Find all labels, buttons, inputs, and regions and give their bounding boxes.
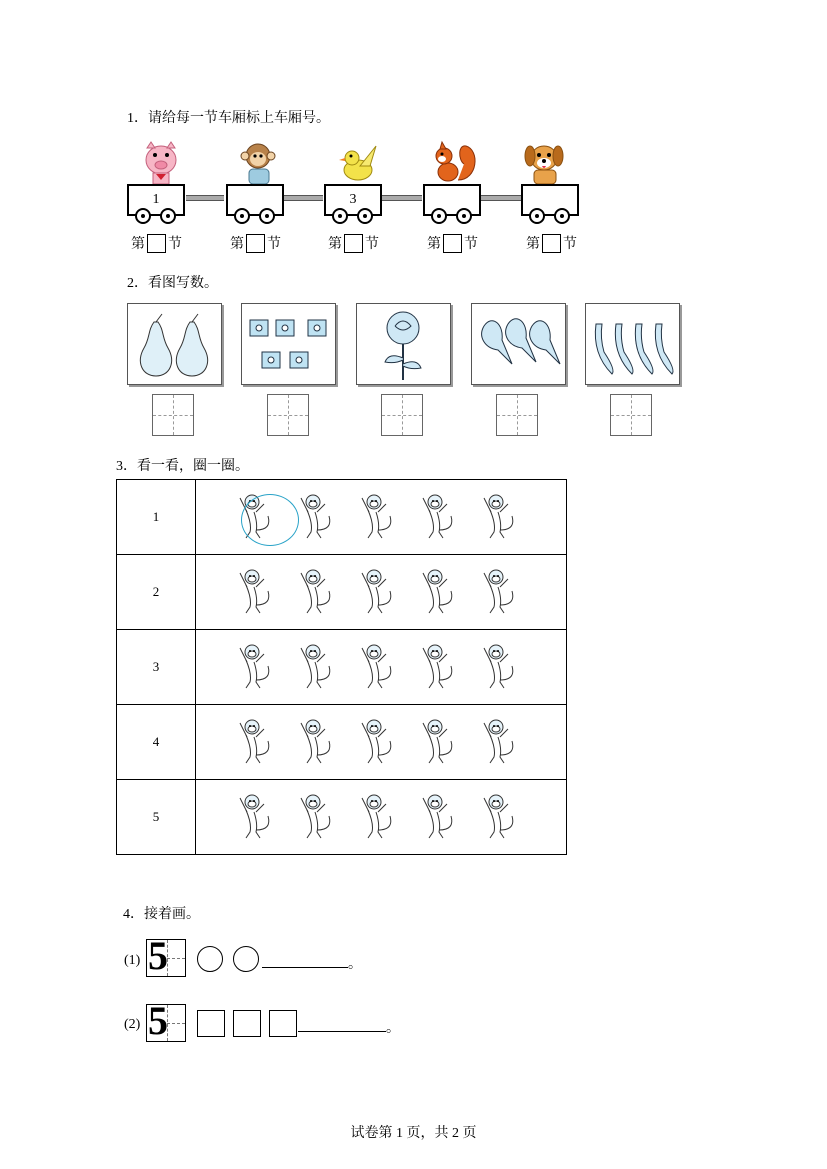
monkey-icon <box>236 140 284 186</box>
monkey-icon[interactable] <box>299 715 335 770</box>
monkey-icon[interactable] <box>360 790 396 845</box>
writing-grid[interactable] <box>152 394 194 436</box>
car-label-3: 第 节 <box>328 233 379 253</box>
monkey-icon[interactable] <box>238 565 274 620</box>
squirrel-icon <box>428 140 480 186</box>
row-number: 5 <box>117 780 196 855</box>
car-label-4: 第 节 <box>427 233 478 253</box>
example-circle <box>241 494 299 546</box>
monkey-icon[interactable] <box>238 715 274 770</box>
item-2-label: (2) <box>124 1017 141 1032</box>
answer-line[interactable] <box>262 952 348 968</box>
question-3-title: 3．看一看，圈一圈。 <box>116 459 249 474</box>
monkey-icon[interactable] <box>421 715 457 770</box>
page-footer: 试卷第 1 页，共 2 页 <box>350 1126 477 1141</box>
row-number: 3 <box>117 630 196 705</box>
pear-icon <box>128 304 221 384</box>
monkey-icon[interactable] <box>238 640 274 695</box>
writing-grid[interactable] <box>267 394 309 436</box>
monkey-icon[interactable] <box>482 565 518 620</box>
table-row <box>117 555 567 630</box>
monkey-icon[interactable] <box>482 640 518 695</box>
car-label-5: 第 节 <box>526 233 577 253</box>
digit-grid: 5 <box>146 1004 186 1042</box>
monkey-icon[interactable] <box>360 565 396 620</box>
writing-grid[interactable] <box>496 394 538 436</box>
row-number: 4 <box>117 705 196 780</box>
car-label-1: 第 节 <box>131 233 182 253</box>
table-row <box>117 705 567 780</box>
monkey-icon[interactable] <box>421 640 457 695</box>
monkey-icon[interactable] <box>360 490 396 545</box>
picture-birds <box>471 303 566 385</box>
car-label-2: 第 节 <box>230 233 281 253</box>
monkey-icon[interactable] <box>421 790 457 845</box>
picture-flower <box>356 303 451 385</box>
dog-icon <box>520 140 570 186</box>
bird-icon <box>472 304 565 384</box>
monkey-icon[interactable] <box>360 640 396 695</box>
answer-box[interactable] <box>344 234 363 253</box>
pig-icon <box>137 140 185 186</box>
circle-table <box>116 479 567 855</box>
table-row <box>117 480 567 555</box>
row-number: 2 <box>117 555 196 630</box>
monkey-icon[interactable] <box>421 565 457 620</box>
answer-box[interactable] <box>246 234 265 253</box>
square-shape <box>233 1010 261 1037</box>
monkey-icon[interactable] <box>299 640 335 695</box>
square-shape <box>269 1010 297 1037</box>
monkey-icon[interactable] <box>299 790 335 845</box>
answer-box[interactable] <box>147 234 166 253</box>
item-1-label: (1) <box>124 953 141 968</box>
question-2-title: 2．看图写数。 <box>127 276 218 291</box>
cucumber-icon <box>586 304 679 384</box>
picture-cucumbers <box>585 303 680 385</box>
row-number: 1 <box>117 480 196 555</box>
writing-grid[interactable] <box>381 394 423 436</box>
picture-sharpeners <box>241 303 336 385</box>
table-row <box>117 780 567 855</box>
monkey-icon[interactable] <box>299 565 335 620</box>
answer-box[interactable] <box>542 234 561 253</box>
monkey-icon[interactable] <box>238 790 274 845</box>
question-4-title: 4．接着画。 <box>123 907 200 922</box>
digit-grid: 5 <box>146 939 186 977</box>
rose-icon <box>357 304 450 384</box>
picture-pears <box>127 303 222 385</box>
car-number: 1 <box>152 192 160 207</box>
answer-box[interactable] <box>443 234 462 253</box>
monkey-icon[interactable] <box>482 715 518 770</box>
monkey-icon[interactable] <box>482 790 518 845</box>
square-shape <box>197 1010 225 1037</box>
sharpener-icon <box>242 304 335 384</box>
table-row <box>117 630 567 705</box>
monkey-icon[interactable] <box>421 490 457 545</box>
monkey-icon[interactable] <box>360 715 396 770</box>
car-number: 3 <box>349 192 357 207</box>
writing-grid[interactable] <box>610 394 652 436</box>
monkey-icon[interactable] <box>482 490 518 545</box>
circle-shape <box>233 946 259 972</box>
monkey-icon[interactable] <box>299 490 335 545</box>
circle-shape <box>197 946 223 972</box>
answer-line[interactable] <box>298 1016 386 1032</box>
bird-icon <box>334 140 382 186</box>
question-1-title: 1．请给每一节车厢标上车厢号。 <box>127 111 330 126</box>
